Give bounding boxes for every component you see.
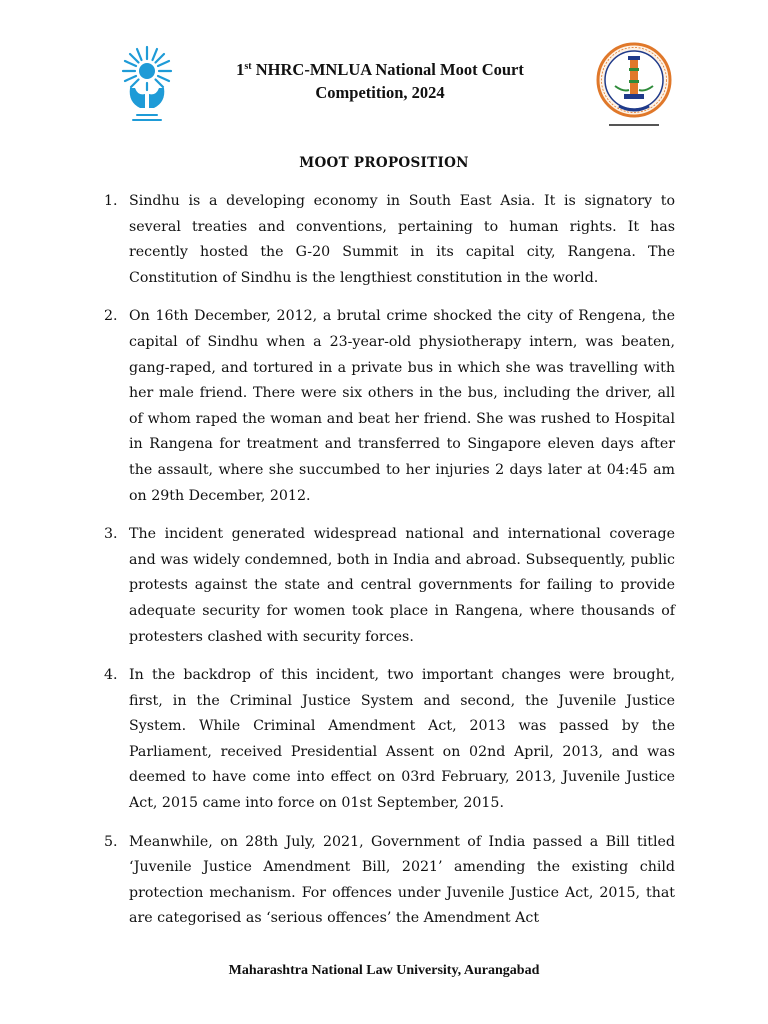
item-text: On 16th December, 2012, a brutal crime shocked the city of Rengena, the capital of Sindhu when a 23-year-old physiotherapy intern, was beaten, gang-raped, and tortured in a private bus in which she was travelling with her male friend. There were six others in the bus, including the driver, all of whom raped the woman and beat her friend. She was rushed to Hospital in Rangena for treatment and transferred to Singapore eleven days after the assault, where she succumbed to her injuries 2 days later at 04:45 am on 29th December, 2012. bbox=[129, 308, 675, 504]
item-number: 2. bbox=[104, 308, 118, 325]
list-item bbox=[104, 522, 675, 650]
item-text: The incident generated widespread national and international coverage and was widely condemned, both in India and abroad. Subsequently, public protests against the state and central governments for failing to provide adequate security for women took place in Rangena, where thousands of protesters clashed with security forces. bbox=[129, 526, 675, 645]
item-text: Sindhu is a developing economy in South East Asia. It is signatory to several treaties and conventions, pertaining to human rights. It has recently hosted the G-20 Summit in its capital city, Rangena. The Constitution of Sindhu is the lengthiest constitution in the world. bbox=[129, 193, 675, 286]
item-number: 3. bbox=[104, 526, 118, 543]
proposition-list bbox=[104, 189, 675, 945]
title-number: 1 bbox=[236, 60, 245, 79]
list-item bbox=[104, 663, 675, 817]
mnlu-aurangabad-seal-icon bbox=[593, 42, 675, 132]
title-superscript: st bbox=[244, 61, 252, 72]
item-text: In the backdrop of this incident, two important changes were brought, first, in the Criminal Justice System and second, the Juvenile Justice System. While Criminal Amendment Act, 2013 was passed by the Parliament, received Presidential Assent on 02nd April, 2013, and was deemed to have come into effect on 03rd February, 2013, Juvenile Justice Act, 2015 came into force on 01st September, 2015. bbox=[129, 667, 675, 812]
list-item bbox=[104, 304, 675, 509]
competition-title bbox=[190, 58, 570, 104]
list-item bbox=[104, 830, 675, 932]
title-line-2: Competition, 2024 bbox=[315, 83, 445, 102]
item-text: Meanwhile, on 28th July, 2021, Government of India passed a Bill titled ‘Juvenile Justice Amendment Bill, 2021’ amending the existing child protection mechanism. For offences under Juvenile Justice Act, 2015, that are categorised as ‘serious offences’ the Amendment Act bbox=[129, 833, 675, 927]
list-item bbox=[104, 189, 675, 291]
nhrc-logo-icon bbox=[118, 44, 176, 124]
title-line-1-text: NHRC-MNLUA National Moot Court bbox=[255, 60, 524, 79]
moot-proposition-heading: MOOT PROPOSITION bbox=[299, 155, 469, 171]
item-number: 4. bbox=[104, 667, 118, 684]
title-line-1 bbox=[190, 58, 570, 81]
item-number: 5. bbox=[104, 833, 118, 850]
footer-university-name: Maharashtra National Law University, Aurangabad bbox=[228, 963, 540, 978]
item-number: 1. bbox=[104, 193, 118, 209]
